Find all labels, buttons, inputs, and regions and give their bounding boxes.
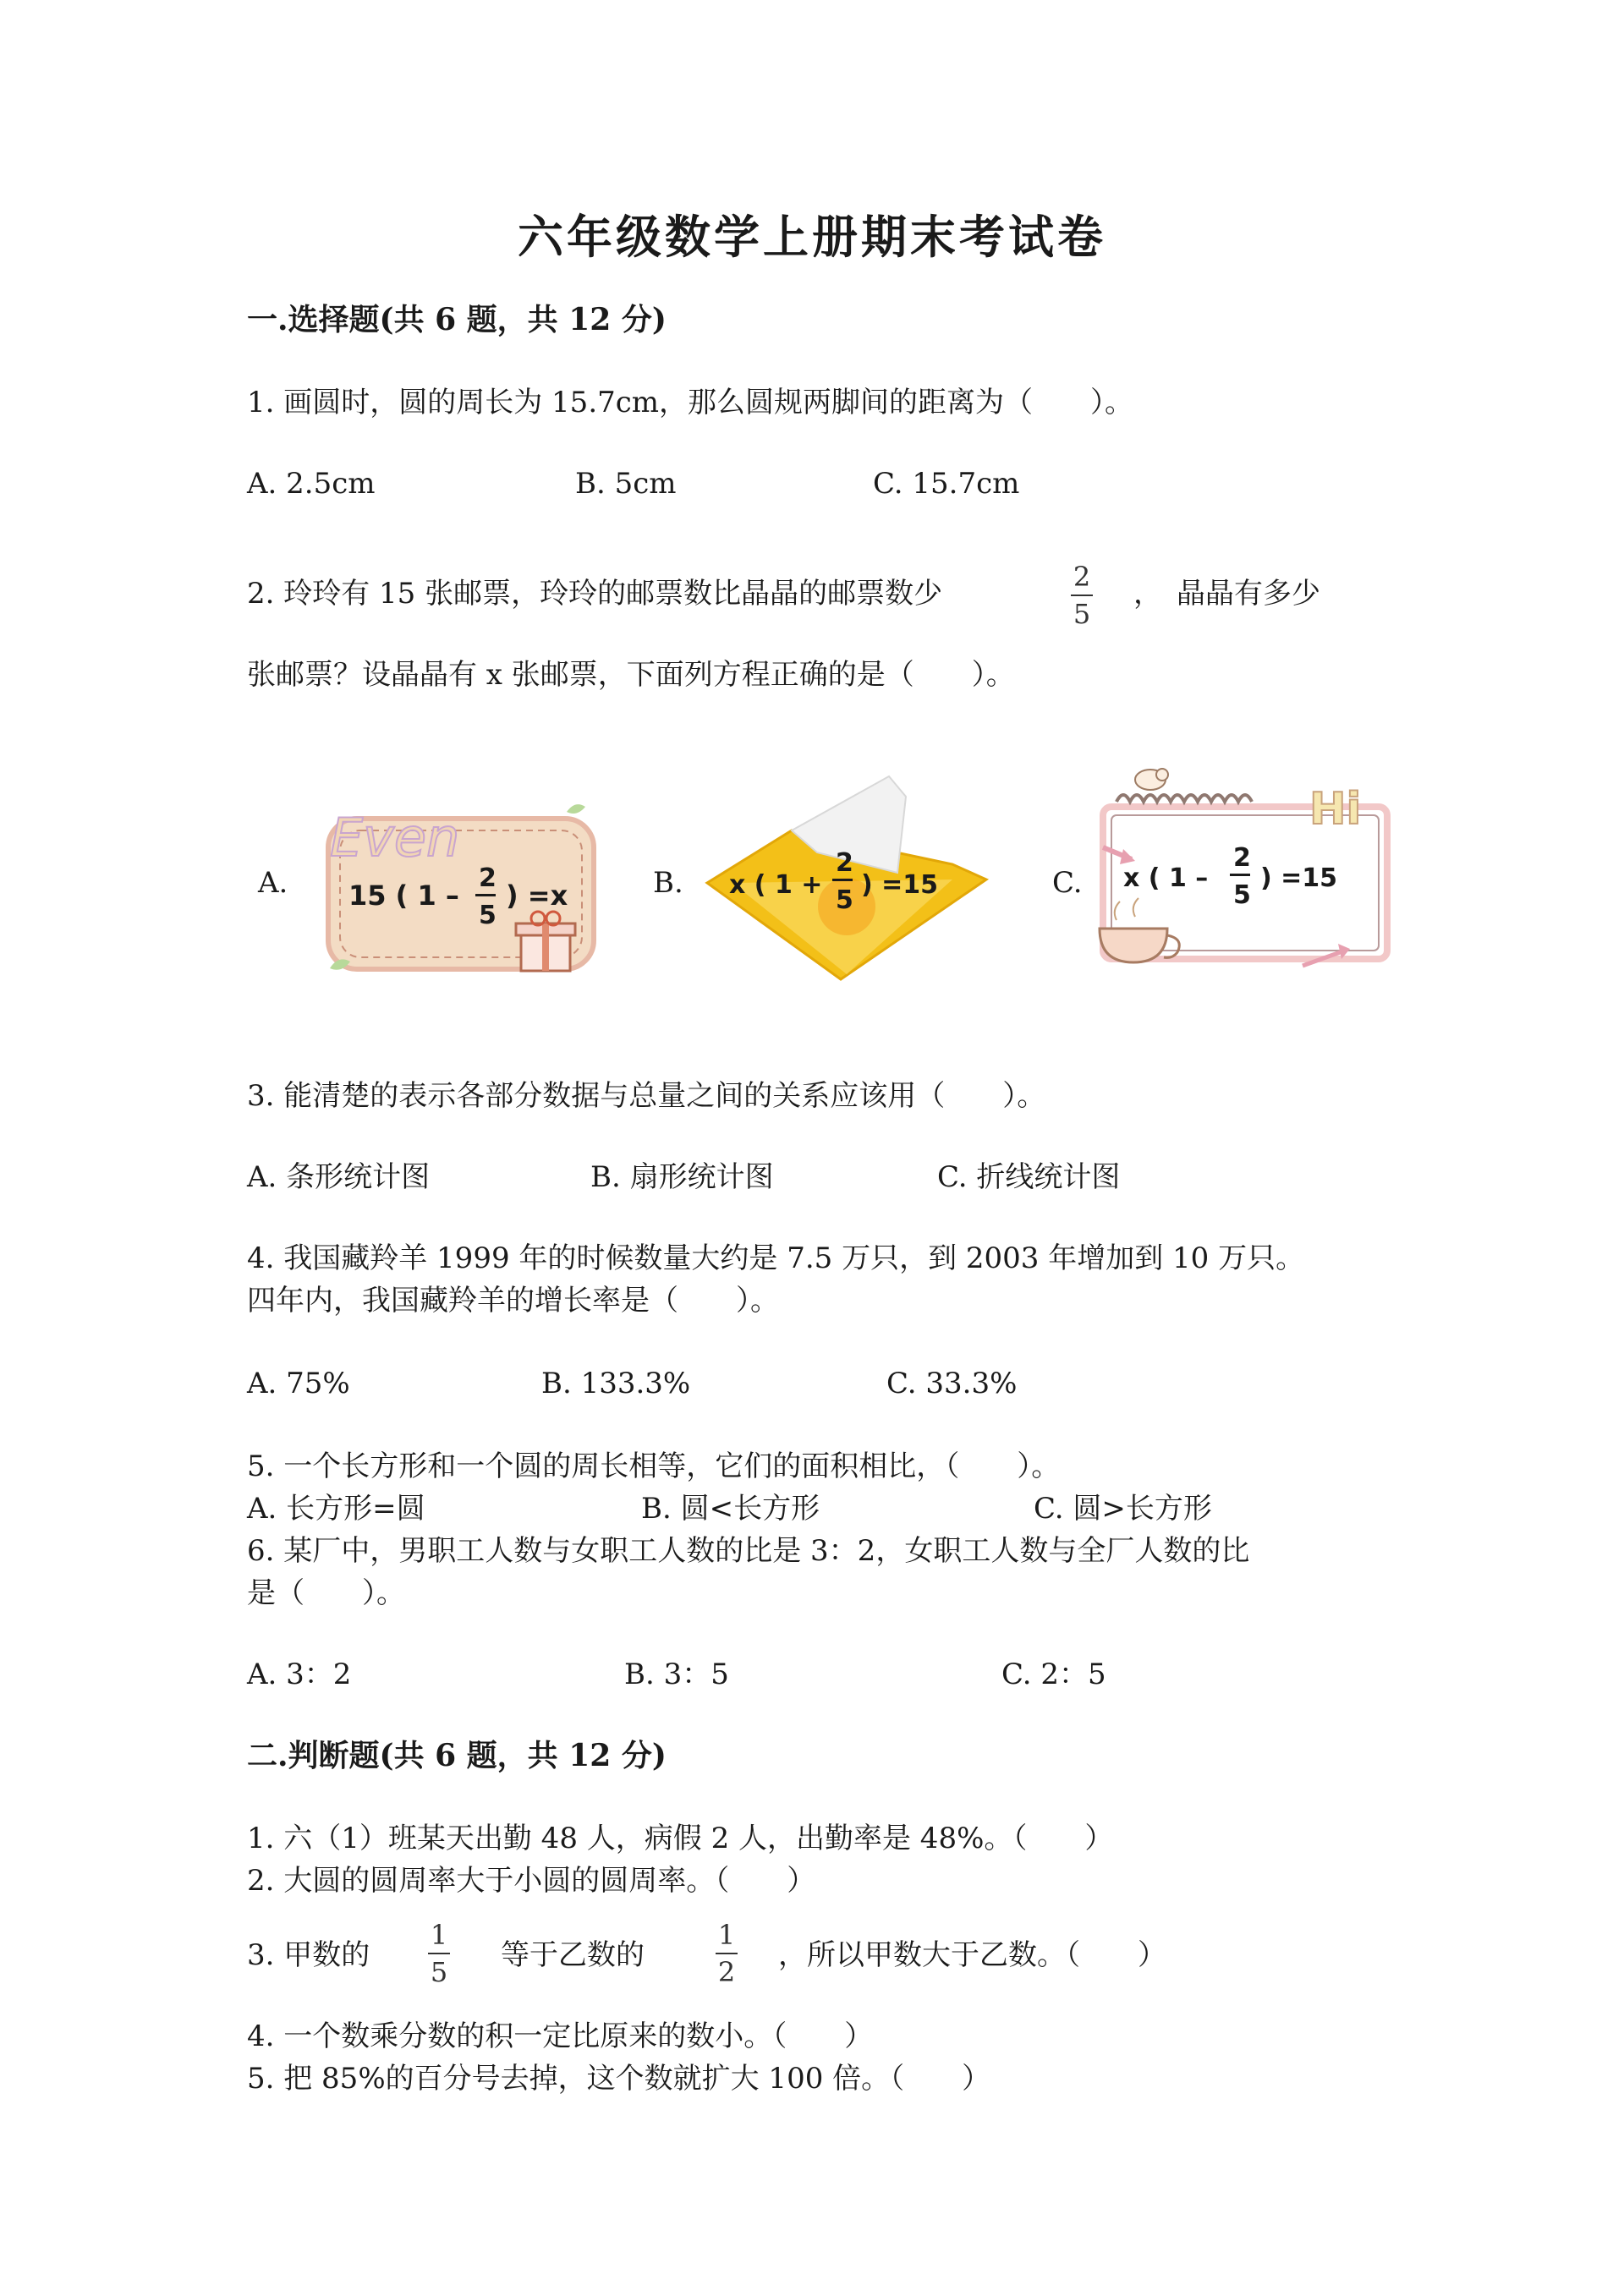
q1-option-b: B. 5cm	[575, 467, 677, 501]
q3-option-b: B. 扇形统计图	[590, 1160, 774, 1194]
q2-text-part1: 2. 玲玲有 15 张邮票，玲玲的邮票数比晶晶的邮票数少	[247, 577, 943, 611]
section2-heading: 二.判断题(共 6 题，共 12 分)	[247, 1738, 667, 1773]
card-c-eq-post: ) =15	[1260, 863, 1338, 893]
judge-q3-fraction-2	[716, 1920, 738, 1987]
q4-option-a: A. 75%	[247, 1367, 350, 1400]
card-b-eq-num: 2	[836, 848, 853, 878]
q6-text-line1: 6. 某厂中，男职工人数与女职工人数的比是 3：2，女职工人数与全厂人数的比	[247, 1534, 1250, 1568]
section1-heading: 一.选择题(共 6 题，共 12 分)	[247, 302, 667, 337]
option-b-card	[699, 771, 995, 991]
card-a-fraction-bar	[475, 894, 496, 896]
fraction-bar	[1071, 595, 1093, 596]
judge-q5: 5. 把 85%的百分号去掉，这个数就扩大 100 倍。（ ）	[247, 2062, 991, 2096]
judge-q3-fraction-1	[428, 1920, 450, 1987]
judge-q3-part2: 等于乙数的	[501, 1938, 645, 1972]
judge-q3-part1: 3. 甲数的	[247, 1938, 370, 1972]
q5-option-a: A. 长方形=圆	[247, 1492, 425, 1526]
q3-option-a: A. 条形统计图	[247, 1160, 431, 1194]
q6-text-line2: 是（ ）。	[247, 1576, 405, 1610]
q6-option-c: C. 2：5	[1001, 1658, 1106, 1691]
fraction-denominator: 2	[717, 1956, 736, 1988]
q1-text: 1. 画圆时，圆的周长为 15.7cm，那么圆规两脚间的距离为（ ）。	[247, 386, 1134, 419]
q5-text: 5. 一个长方形和一个圆的周长相等，它们的面积相比，（ ）。	[247, 1449, 1061, 1483]
option-a-card	[313, 778, 609, 981]
q1-option-c: C. 15.7cm	[873, 467, 1020, 501]
card-b-eq-pre: x ( 1 +	[729, 870, 823, 900]
fraction-denominator: 5	[1073, 598, 1091, 630]
card-a-eq-den: 5	[479, 901, 497, 930]
card-c-eq-pre: x ( 1 –	[1123, 863, 1209, 893]
q6-option-b: B. 3：5	[624, 1658, 729, 1691]
q3-text: 3. 能清楚的表示各部分数据与总量之间的关系应该用（ ）。	[247, 1079, 1046, 1113]
card-b-eq-post: ) =15	[861, 870, 939, 900]
q5-option-c: C. 圆>长方形	[1034, 1492, 1212, 1526]
q4-text-line1: 4. 我国藏羚羊 1999 年的时候数量大约是 7.5 万只，到 2003 年增加到 10 万只。	[247, 1241, 1305, 1275]
option-c-card	[1091, 763, 1396, 991]
fraction-numerator: 2	[1073, 561, 1091, 593]
card-a-deco-text: Even	[330, 807, 460, 869]
q4-option-c: C. 33.3%	[886, 1367, 1018, 1400]
q2-option-c-label: C.	[1052, 866, 1083, 900]
fraction-denominator: 5	[430, 1956, 448, 1988]
judge-q1: 1. 六（1）班某天出勤 48 人，病假 2 人，出勤率是 48%。（ ）	[247, 1822, 1114, 1855]
card-a-eq-num: 2	[479, 863, 497, 893]
fraction-numerator: 1	[430, 1919, 448, 1951]
q3-option-c: C. 折线统计图	[937, 1160, 1121, 1194]
judge-q4: 4. 一个数乘分数的积一定比原来的数小。（ ）	[247, 2019, 874, 2053]
q1-option-a: A. 2.5cm	[247, 467, 376, 501]
card-c-spiral-border	[1116, 795, 1252, 802]
q5-option-b: B. 圆<长方形	[641, 1492, 820, 1526]
card-c-eq-num: 2	[1233, 843, 1251, 873]
q2-option-a-label: A.	[258, 866, 288, 900]
q2-fraction	[1071, 562, 1093, 629]
fraction-numerator: 1	[717, 1919, 736, 1951]
card-c-fraction-bar	[1230, 874, 1250, 876]
q2-text-part2: ， 晶晶有多少	[1133, 577, 1320, 611]
judge-q2: 2. 大圆的圆周率大于小圆的圆周率。（ ）	[247, 1864, 816, 1898]
q2-text-line2: 张邮票？设晶晶有 x 张邮票，下面列方程正确的是（ ）。	[247, 658, 1015, 692]
q4-text-line2: 四年内，我国藏羚羊的增长率是（ ）。	[247, 1284, 779, 1318]
exam-title: 六年级数学上册期末考试卷	[518, 210, 1106, 264]
fraction-bar	[428, 1953, 450, 1954]
q4-option-b: B. 133.3%	[541, 1367, 691, 1400]
q2-option-b-label: B.	[653, 866, 683, 900]
card-a-eq-post: ) =x	[506, 879, 568, 912]
q6-option-a: A. 3：2	[247, 1658, 352, 1691]
card-c-deco-text: Hi	[1309, 784, 1362, 835]
card-c-eq-den: 5	[1233, 880, 1251, 910]
fraction-bar	[716, 1953, 738, 1954]
card-b-eq-den: 5	[836, 885, 853, 915]
card-b-fraction-bar	[832, 879, 853, 881]
card-a-eq-pre: 15 ( 1 –	[348, 879, 459, 912]
judge-q3-part3: ，所以甲数大于乙数。（ ）	[778, 1938, 1166, 1972]
bird-icon	[1135, 769, 1168, 790]
